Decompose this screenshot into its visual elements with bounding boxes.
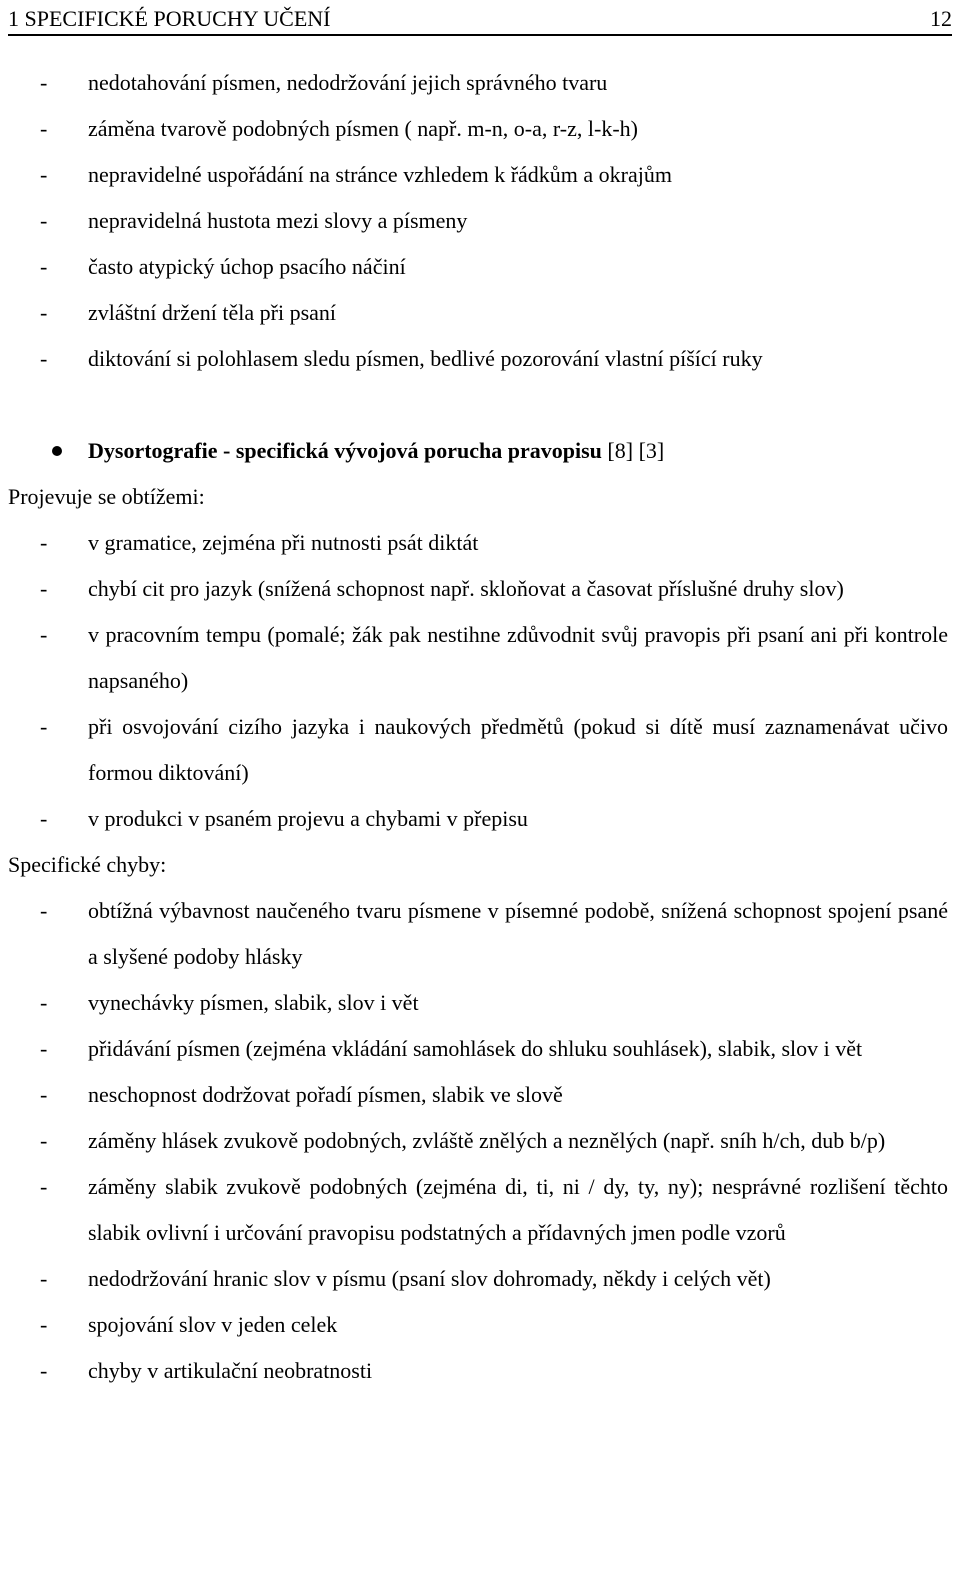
list-item: - přidávání písmen (zejména vkládání samohlásek do shluku souhlásek), slabik, slov i vět [40,1036,863,1061]
errors-label: Specifické chyby: [8,852,167,877]
list-dysgraphia-symptoms [8,60,948,382]
list-item: - nepravidelná hustota mezi slovy a písmeny [40,208,468,233]
section-heading [8,428,948,474]
list-item: - v pracovním tempu (pomalé; žák pak nestihne zdůvodnit svůj pravopis při psaní ani při kontrole napsaného) [40,622,948,693]
list-item: - chyby v artikulační neobratnosti [40,1358,373,1383]
list-item: - v produkci v psaném projevu a chybami v přepisu [40,806,528,831]
list-manifestations [8,520,948,842]
list-item: - při osvojování cizího jazyka i naukových předmětů (pokud si dítě musí zaznamenávat učivo formou diktování) [40,714,948,785]
chapter-title: 1 SPECIFICKÉ PORUCHY UČENÍ [8,6,331,31]
list-item: - vynechávky písmen, slabik, slov i vět [40,990,419,1015]
page-content [8,60,948,1394]
bullet-dot-icon [52,446,62,456]
page-header [8,4,952,36]
list-item: - obtížná výbavnost naučeného tvaru písmene v písemné podobě, snížená schopnost spojení psané a slyšené podoby hlásky [40,898,948,969]
list-item: - záměna tvarově podobných písmen ( např. m-n, o-a, r-z, l-k-h) [40,116,638,141]
manifest-label: Projevuje se obtížemi: [8,484,205,509]
list-item: - často atypický úchop psacího náčiní [40,254,406,279]
list-item: - spojování slov v jeden celek [40,1312,338,1337]
list-specific-errors [8,888,948,1394]
list-item: - v gramatice, zejména při nutnosti psát diktát [40,530,479,555]
page-number: 12 [930,6,952,31]
list-item: - záměny slabik zvukově podobných (zejména di, ti, ni / dy, ty, ny); nesprávné rozlišení těchto slabik ovlivní i určování pravopisu podstatných a přídavných jmen podle vzorů [40,1174,948,1245]
section-title: Dysortografie - specifická vývojová porucha pravopisu [88,438,602,463]
section-references: [8] [3] [601,438,665,463]
list-item: - neschopnost dodržovat pořadí písmen, slabik ve slově [40,1082,563,1107]
list-item: - záměny hlásek zvukově podobných, zvláště znělých a neznělých (např. sníh h/ch, dub b/p) [40,1128,886,1153]
list-item: - nedotahování písmen, nedodržování jejich správného tvaru [40,70,608,95]
list-item: - nedodržování hranic slov v písmu (psaní slov dohromady, někdy i celých vět) [40,1266,771,1291]
list-item: - chybí cit pro jazyk (snížená schopnost např. skloňovat a časovat příslušné druhy slov) [40,576,844,601]
list-item: - nepravidelné uspořádání na stránce vzhledem k řádkům a okrajům [40,162,672,187]
list-item: - diktování si polohlasem sledu písmen, bedlivé pozorování vlastní píšící ruky [40,346,763,371]
list-item: - zvláštní držení těla při psaní [40,300,337,325]
